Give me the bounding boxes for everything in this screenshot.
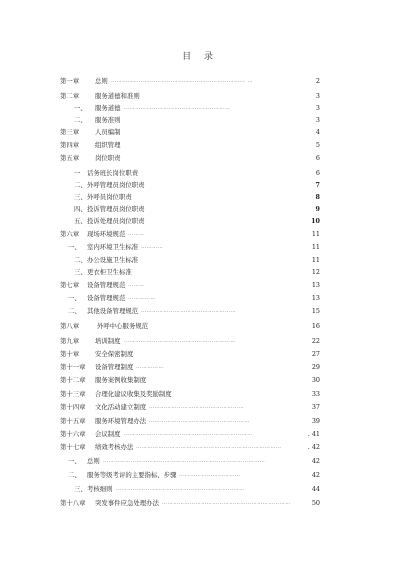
toc-page-number: 22 bbox=[311, 337, 320, 345]
toc-leader-dots: …………………………………………………………………………… bbox=[103, 458, 266, 464]
toc-entry-title: 文化活动建立制度 bbox=[95, 403, 147, 411]
toc-entry-title: 培训制度 bbox=[95, 337, 121, 345]
toc-entry-title: 现场环境规范 bbox=[87, 230, 126, 238]
toc-entry[interactable] bbox=[60, 140, 320, 151]
toc-leader-dots: …………… bbox=[128, 295, 156, 301]
toc-entry-title: 会议制度 bbox=[95, 430, 121, 438]
toc-entry[interactable] bbox=[60, 429, 320, 440]
toc-entry-title: 外呼管理员岗位职责 bbox=[87, 181, 145, 189]
toc-leader-dots: …………………………………………………… bbox=[124, 338, 236, 344]
toc-page-number: 50 bbox=[311, 499, 320, 507]
toc-entry[interactable] bbox=[60, 456, 320, 467]
toc-entry-title: 安全保密制度 bbox=[95, 350, 134, 358]
toc-chapter-number: 五、 bbox=[74, 217, 87, 225]
toc-leader-dots: ……………………………………………… bbox=[149, 418, 250, 424]
toc-chapter-number: 第七章 bbox=[60, 281, 80, 289]
toc-chapter-number: 第十八章 bbox=[60, 499, 86, 507]
toc-entry[interactable] bbox=[60, 362, 320, 373]
toc-entry[interactable] bbox=[60, 267, 320, 278]
toc-page-number: 7 bbox=[315, 181, 320, 189]
toc-entry[interactable] bbox=[60, 280, 320, 291]
toc-leader-dots: …………………………………………………………… bbox=[162, 500, 291, 506]
toc-entry[interactable] bbox=[60, 242, 320, 253]
toc-entry[interactable] bbox=[60, 442, 320, 453]
toc-page-number: 42 bbox=[311, 457, 320, 465]
toc-chapter-number: 第六章 bbox=[60, 230, 80, 238]
toc-chapter-number: 三、 bbox=[74, 485, 87, 493]
toc-page-number: 13 bbox=[311, 281, 320, 289]
toc-page-number: 29 bbox=[311, 363, 320, 371]
toc-page-number: 30 bbox=[311, 376, 320, 384]
toc-entry[interactable] bbox=[60, 103, 320, 114]
toc-page-number: 11 bbox=[311, 230, 320, 238]
toc-entry[interactable] bbox=[60, 153, 320, 164]
toc-page-number: 4 bbox=[315, 128, 320, 136]
toc-entry[interactable] bbox=[60, 306, 320, 317]
toc-chapter-number: 第八章 bbox=[60, 322, 80, 330]
toc-page-number: 15 bbox=[311, 307, 320, 315]
toc-chapter-number: 一 bbox=[74, 169, 81, 177]
toc-entry[interactable] bbox=[60, 168, 320, 179]
toc-chapter-number: 三、 bbox=[74, 268, 87, 276]
toc-leader-dots: ………… bbox=[141, 244, 164, 250]
toc-chapter-number: 第一章 bbox=[60, 77, 80, 85]
toc-entry-title: 总则 bbox=[95, 77, 108, 85]
toc-entry[interactable] bbox=[60, 470, 320, 481]
toc-entry[interactable] bbox=[60, 416, 320, 427]
toc-entry-title: 组织管理 bbox=[95, 141, 121, 149]
toc-leader-dots: ……… bbox=[128, 282, 145, 288]
toc-entry[interactable] bbox=[60, 180, 320, 191]
toc-page-number: 5 bbox=[315, 141, 320, 149]
toc-chapter-number: 第十六章 bbox=[60, 430, 86, 438]
toc-entry[interactable] bbox=[60, 127, 320, 138]
toc-page-number: 10 bbox=[311, 217, 320, 225]
toc-entry[interactable] bbox=[60, 321, 320, 332]
toc-chapter-number: 第十七章 bbox=[60, 443, 86, 451]
toc-entry[interactable] bbox=[60, 216, 320, 227]
toc-page-number: . 41 bbox=[307, 430, 320, 438]
toc-entry-title: 服务案例收集制度 bbox=[95, 376, 147, 384]
toc-entry[interactable] bbox=[60, 389, 320, 400]
toc-leader-dots: …………………………………………… bbox=[141, 308, 237, 314]
toc-entry[interactable] bbox=[60, 498, 320, 509]
toc-entry-title: 突发事件应急处理办法 bbox=[95, 499, 159, 507]
toc-entry-title: 服务等级考评的主要指标、步骤 bbox=[87, 471, 177, 479]
toc-page-number: 13 bbox=[311, 294, 320, 302]
toc-chapter-number: 二、 bbox=[68, 307, 81, 315]
toc-entry[interactable] bbox=[60, 349, 320, 360]
toc-leader-dots: …………………………………………… bbox=[149, 404, 245, 410]
toc-entry[interactable] bbox=[60, 229, 320, 240]
toc-leader-dots: …………………………………………………………………… bbox=[136, 444, 282, 450]
toc-chapter-number: 第十一章 bbox=[60, 363, 86, 371]
toc-chapter-number: 第十五章 bbox=[60, 417, 86, 425]
toc-chapter-number: 第十三章 bbox=[60, 390, 86, 398]
toc-leader-dots: …………………………………………………………… bbox=[124, 431, 253, 437]
toc-page-number: 2 bbox=[315, 77, 320, 85]
toc-page-number: 42 bbox=[311, 471, 320, 479]
toc-entry-title: 办公设施卫生标准 bbox=[87, 256, 139, 264]
toc-page-number: 37 bbox=[311, 403, 320, 411]
toc-chapter-number: 二、 bbox=[74, 116, 87, 124]
toc-entry[interactable] bbox=[60, 255, 320, 266]
toc-entry-title: 投诉处理员岗位职责 bbox=[87, 217, 145, 225]
toc-entry-title: 外呼中心服务规范 bbox=[97, 322, 149, 330]
toc-chapter-number: 一、 bbox=[68, 243, 81, 251]
toc-page-number: 8 bbox=[315, 193, 320, 201]
toc-entry-title: 服务环境管理办法 bbox=[95, 417, 147, 425]
page-title: 目 录 bbox=[182, 52, 218, 62]
toc-entry-title: 岗位职责 bbox=[95, 154, 121, 162]
toc-page-number: 6 bbox=[315, 154, 320, 162]
toc-entry-title: 投诉管理员岗位职责 bbox=[87, 205, 145, 213]
toc-chapter-number: 一、 bbox=[74, 104, 87, 112]
toc-chapter-number: 第五章 bbox=[60, 154, 80, 162]
toc-page-number: 6 bbox=[315, 169, 320, 177]
toc-entry-title: 考核细则 bbox=[87, 485, 113, 493]
toc-entry-title: 设备管理规范 bbox=[87, 281, 126, 289]
toc-page-number: 11 bbox=[311, 243, 320, 251]
toc-chapter-number: 第十二章 bbox=[60, 376, 86, 384]
toc-entry-title: 设备管理制度 bbox=[95, 363, 134, 371]
toc-chapter-number: 第九章 bbox=[60, 337, 80, 345]
toc-entry-title: 合理化建议收集及奖励制度 bbox=[95, 390, 172, 398]
toc-chapter-number: 第四章 bbox=[60, 141, 80, 149]
toc-leader-dots: …………………………………………………………… bbox=[116, 486, 245, 492]
toc-page-number: . 42 bbox=[307, 443, 320, 451]
toc-entry[interactable] bbox=[60, 484, 320, 495]
toc-entry[interactable] bbox=[60, 204, 320, 215]
toc-chapter-number: 第三章 bbox=[60, 128, 80, 136]
toc-entry-title: 其他设备管理规范 bbox=[87, 307, 139, 315]
toc-page-number: 3 bbox=[315, 92, 320, 100]
toc-page-number: 3 bbox=[315, 104, 320, 112]
toc-entry[interactable] bbox=[60, 192, 320, 203]
toc-entry-title: 总则 bbox=[87, 457, 100, 465]
toc-entry[interactable] bbox=[60, 336, 320, 347]
toc-leader-dots: …………………………… bbox=[179, 472, 241, 478]
toc-leader-dots: ………………………………………………… bbox=[124, 105, 231, 111]
toc-chapter-number: 第十章 bbox=[60, 350, 80, 358]
toc-page-number: 9 bbox=[315, 205, 320, 213]
toc-leader-dots: ……… bbox=[128, 231, 145, 237]
toc-chapter-number: 第十四章 bbox=[60, 403, 86, 411]
toc-chapter-number: 三、 bbox=[74, 193, 87, 201]
toc-page-number: 33 bbox=[311, 390, 320, 398]
toc-entry-title: 话务班长岗位职责 bbox=[87, 169, 139, 177]
toc-page-number: 44 bbox=[311, 485, 320, 493]
toc-page-number: 11 bbox=[311, 256, 320, 264]
toc-entry[interactable] bbox=[60, 402, 320, 413]
toc-chapter-number: 第二章 bbox=[60, 92, 80, 100]
toc-entry-title: 外呼员岗位职责 bbox=[87, 193, 132, 201]
toc-entry[interactable] bbox=[60, 91, 320, 102]
toc-entry[interactable] bbox=[60, 76, 320, 87]
toc-entry[interactable] bbox=[60, 115, 320, 126]
toc-page-number: 39 bbox=[311, 417, 320, 425]
toc-page-number: 16 bbox=[311, 322, 320, 330]
toc-chapter-number: 二、 bbox=[68, 471, 81, 479]
toc-entry-title: 室内环境卫生标准 bbox=[87, 243, 139, 251]
toc-chapter-number: 二、 bbox=[74, 256, 87, 264]
toc-entry-title: 服务道德和准则 bbox=[95, 92, 140, 100]
toc-entry-title: 设备管理规范 bbox=[87, 294, 126, 302]
toc-chapter-number: 一、 bbox=[68, 294, 81, 302]
toc-leader-dots: ……………………………………………………………… … bbox=[111, 78, 254, 84]
toc-entry-title: 绩效考核办法 bbox=[95, 443, 134, 451]
toc-entry[interactable] bbox=[60, 375, 320, 386]
toc-chapter-number: 一、 bbox=[68, 457, 81, 465]
toc-entry[interactable] bbox=[60, 293, 320, 304]
toc-page-number: 3 bbox=[315, 116, 320, 124]
toc-page-number: 27 bbox=[311, 350, 320, 358]
toc-entry-title: 人员编制 bbox=[95, 128, 121, 136]
toc-page-number: 12 bbox=[311, 268, 320, 276]
toc-chapter-number: 二、 bbox=[74, 181, 87, 189]
toc-entry-title: 服务道德 bbox=[95, 104, 121, 112]
toc-entry-title: 服务准则 bbox=[95, 116, 121, 124]
toc-entry-title: 更衣柜卫生标准 bbox=[87, 268, 132, 276]
toc-leader-dots: …………… bbox=[136, 364, 164, 370]
toc-chapter-number: 四、 bbox=[74, 205, 87, 213]
